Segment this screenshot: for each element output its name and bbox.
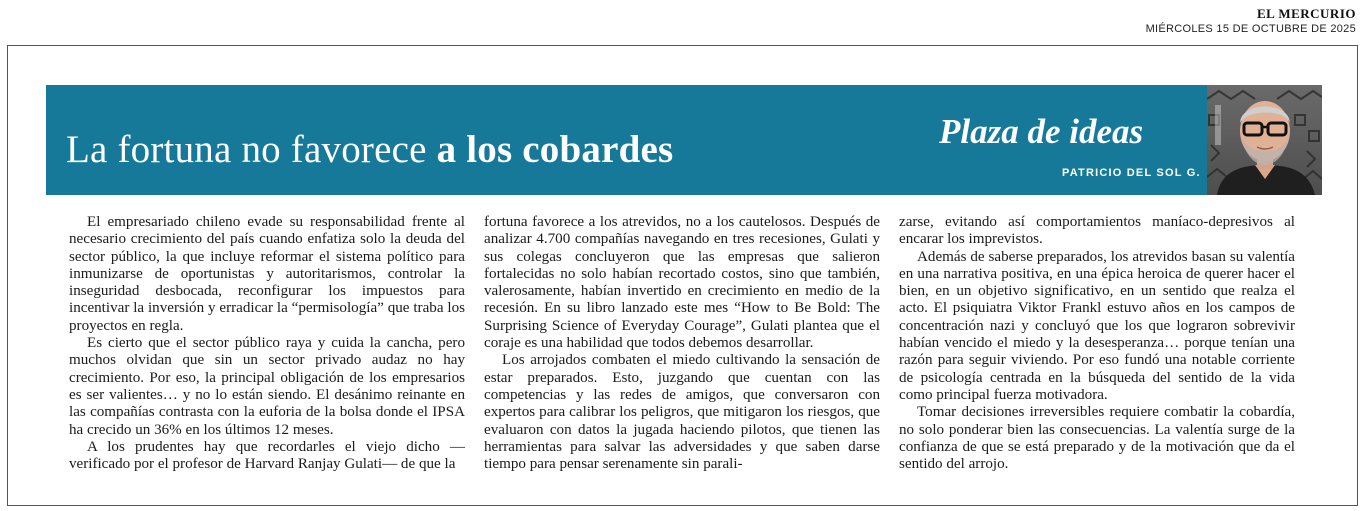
paragraph: Es cierto que el sector público raya y cuida la cancha, pero muchos olvidan que sin un sector privado audaz no hay crecimiento. Por eso, la principal obligación de los empresarios es ser valientes… y no lo están siendo. El desánimo reinante en las compañías contrasta con la euforia de la bolsa donde el IPSA ha crecido un 36% en los últimos 12 meses. — [69, 335, 465, 438]
headline-bold: a los cobardes — [436, 128, 674, 171]
paragraph: A los prudentes hay que recordarles el viejo dicho —verificado por el profesor de Harvard Ranjay Gulati— de que la — [69, 438, 465, 473]
article-column-2 — [484, 214, 880, 473]
author-photo — [1207, 85, 1322, 195]
newspaper-name: EL MERCURIO — [1256, 6, 1356, 21]
article-banner — [46, 85, 1322, 195]
paragraph: Los arrojados combaten el miedo cultivando la sensación de estar preparados. Esto, juzgando que cuentan con las competencias y las redes de amigos, que conversaron con expertos para calibrar los peligros, que mitigaron los riesgos, que evaluaron con datos la jugada haciendo pilotos, que tienen las herramientas para salvar las adversidades y que saben darse tiempo para pensar serenamente sin parali- — [484, 352, 880, 473]
section-title: Plaza de ideas — [939, 112, 1144, 151]
headline-regular: La fortuna no favorece — [66, 128, 437, 171]
article-column-3 — [899, 214, 1295, 473]
author-name: PATRICIO DEL SOL G. — [1062, 167, 1201, 179]
publication-date: MIÉRCOLES 15 DE OCTUBRE DE 2025 — [1145, 23, 1356, 35]
article-column-1 — [69, 214, 465, 473]
masthead — [1146, 6, 1356, 35]
headline — [66, 127, 673, 172]
paragraph-continuation: zarse, evitando así comportamientos maníaco-depresivos al encarar los imprevistos. — [899, 214, 1295, 248]
paragraph-continuation: fortuna favorece a los atrevidos, no a los cautelosos. Después de analizar 4.700 compañías navegando en tres recesiones, Gulati y sus colegas concluyeron que las empresas que salieron fortalecidas no solo habían recortado costos, sino que también, valerosamente, habían invertido en crecimiento en medio de la recesión. En su libro lanzado este mes “How to Be Bold: The Surprising Science of Everyday Courage”, Gulati plantea que el coraje es una habilidad que todos debemos desarrollar. — [484, 214, 880, 352]
paragraph: Tomar decisiones irreversibles requiere combatir la cobardía, no solo ponderar bien las consecuencias. La valentía surge de la confianza de que se está preparado y de la motivación que da el sentido del arrojo. — [899, 404, 1295, 473]
paragraph: El empresariado chileno evade su responsabilidad frente al necesario crecimiento del país cuando enfatiza solo la deuda del sector público, la que incluye reformar el sistema político para inmunizarse de oportunistas y autoritarismos, controlar la inseguridad desbocada, reconfigurar los impuestos para incentivar la inversión y erradicar la “permisología” que traba los proyectos en regla. — [69, 214, 465, 334]
paragraph: Además de saberse preparados, los atrevidos basan su valentía en una narrativa positiva, en una épica heroica de querer hacer el bien, en un objetivo significativo, en un sentido que realza el acto. El psiquiatra Viktor Frankl estuvo años en los campos de concentración nazi y concluyó que los que lograron sobrevivir habían vencido el miedo y la desesperanza… porque tenían una razón para seguir viviendo. Por eso fundó una notable corriente de psicología centrada en la búsqueda del sentido de la vida como principal fuerza motivadora. — [899, 248, 1295, 403]
